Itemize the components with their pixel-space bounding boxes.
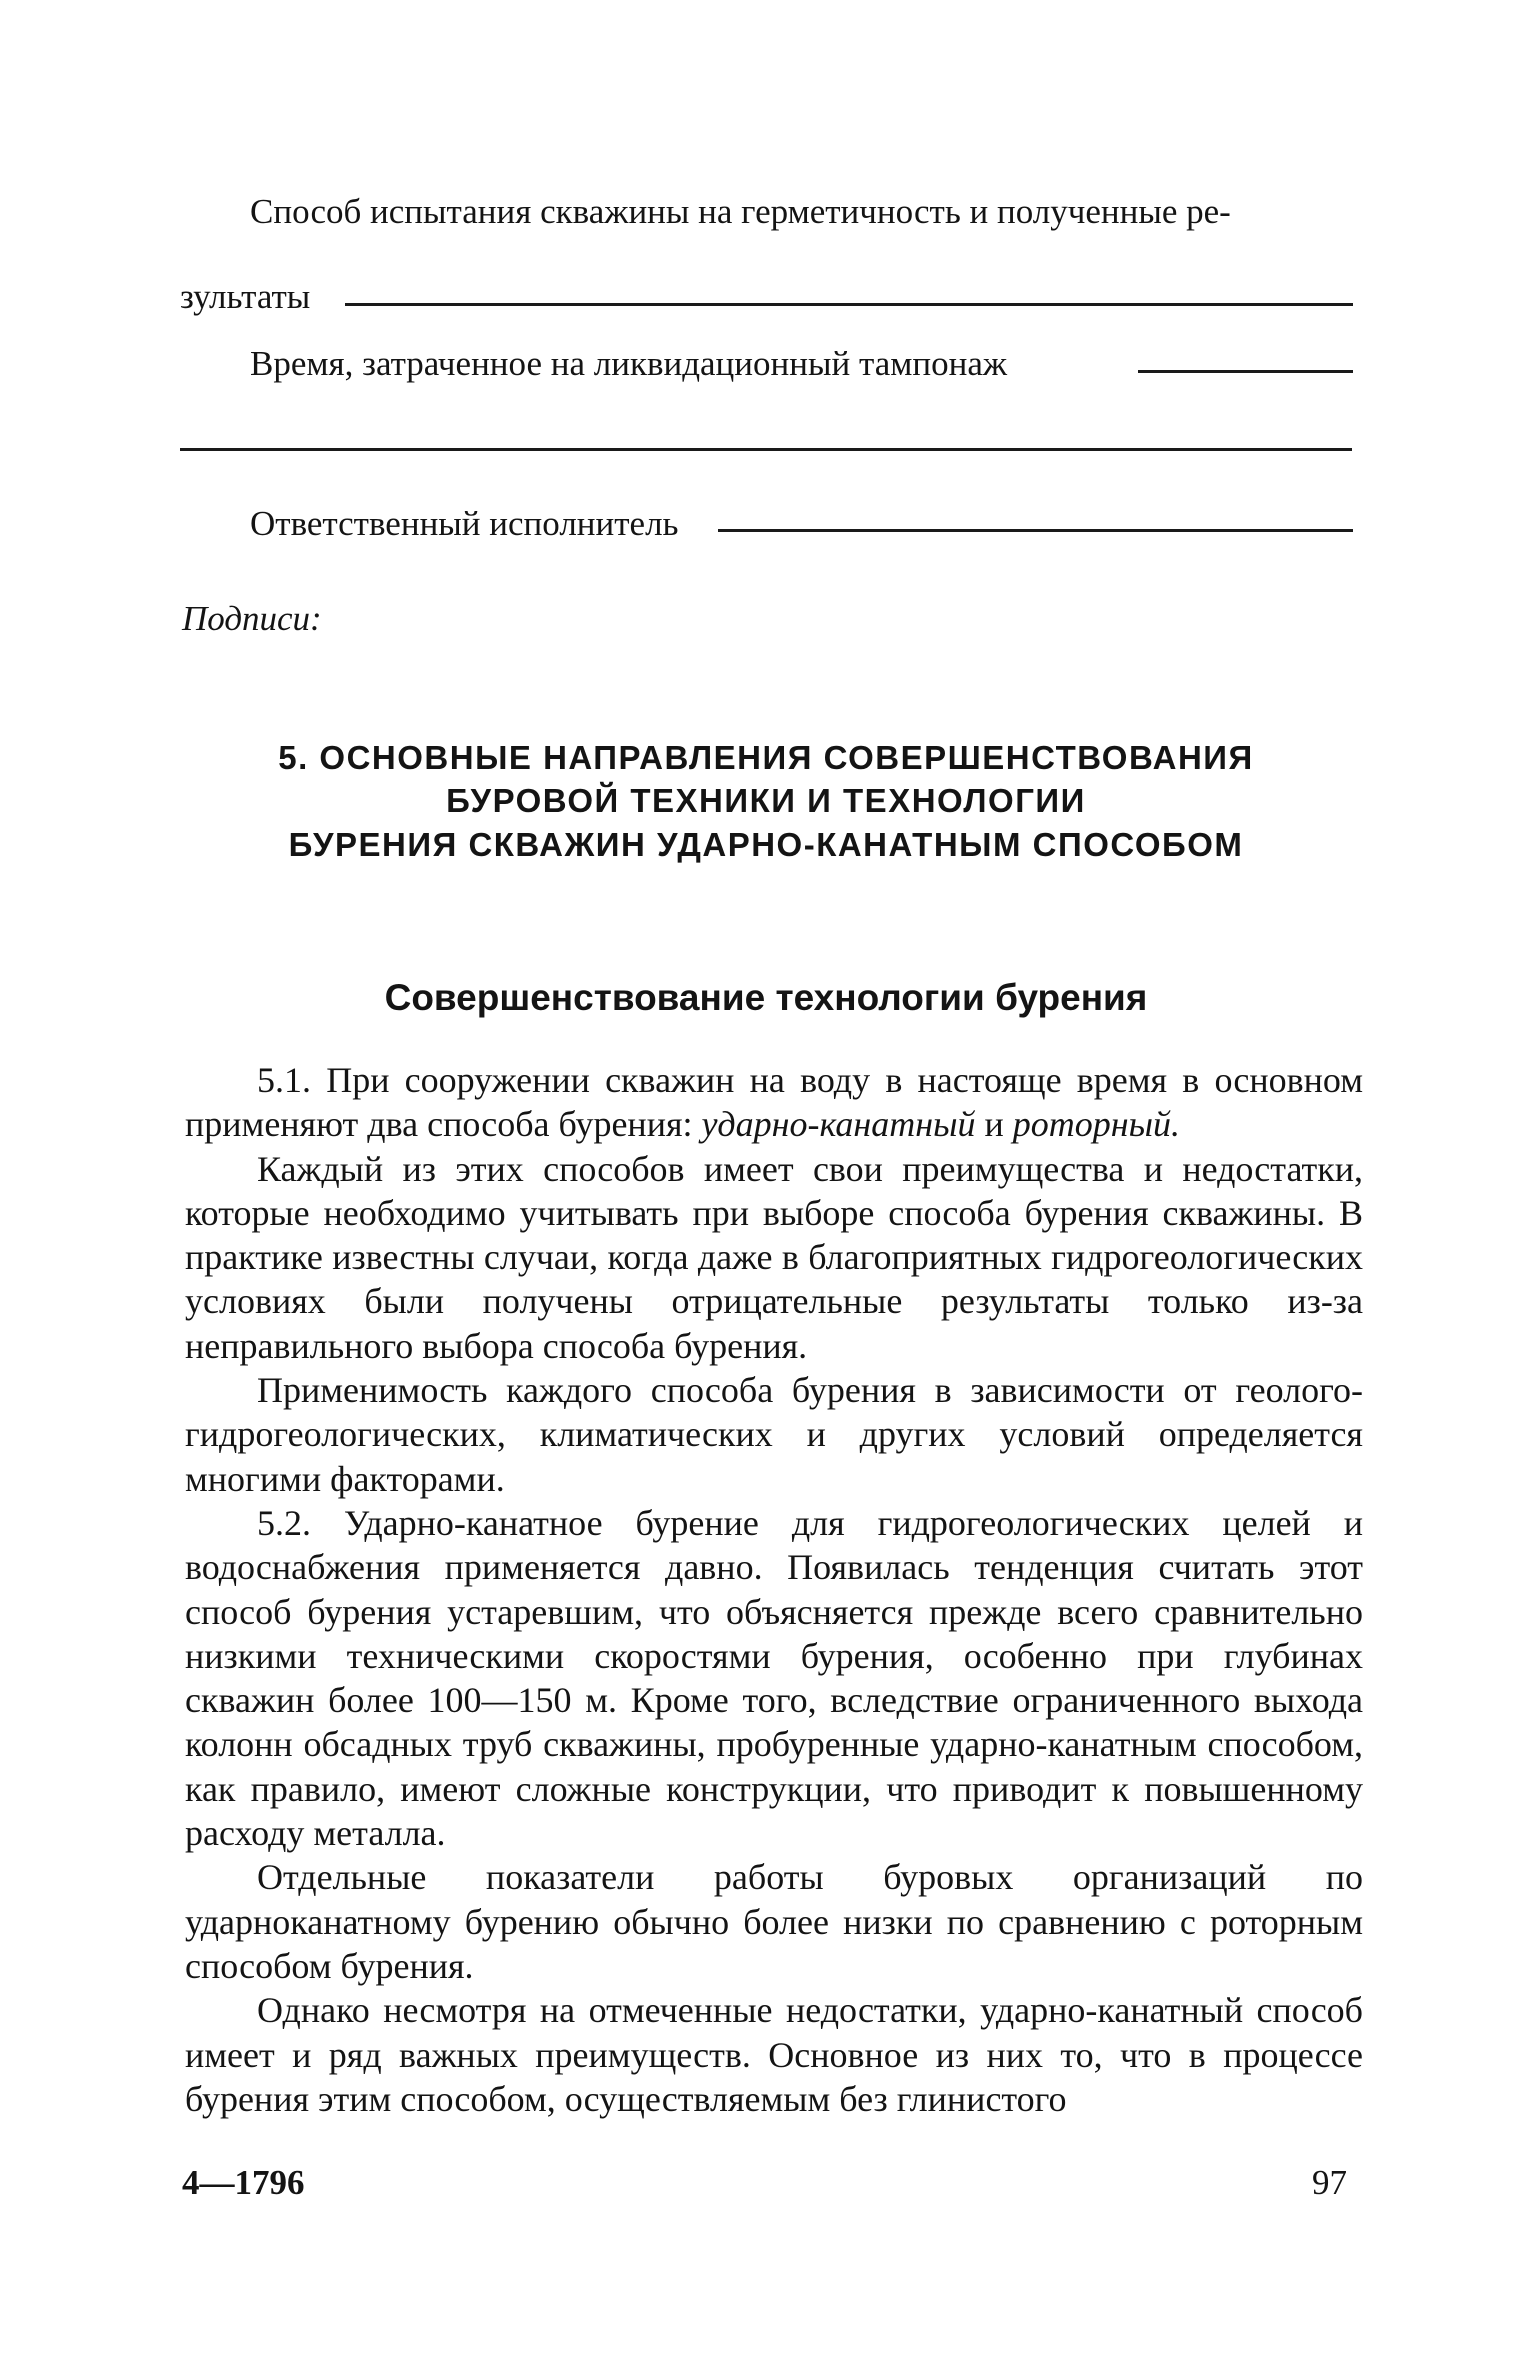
term-rotary: роторный. bbox=[1012, 1104, 1181, 1145]
term-impact-cable: ударно-канатный bbox=[701, 1104, 976, 1145]
form-separator-line bbox=[180, 448, 1352, 451]
responsible-fill-line bbox=[718, 529, 1353, 532]
body-text bbox=[185, 1058, 1363, 2121]
paragraph-however: Однако несмотря на отмеченные недостатки, ударно-канатный способ имеет и ряд важных преимуществ. Основное из них то, что в процессе бурения этим способом, осуществляемым без глинистого bbox=[185, 1990, 1363, 2119]
section-title-line-2: БУРОВОЙ ТЕХНИКИ И ТЕХНОЛОГИИ bbox=[446, 782, 1086, 819]
paragraph-5-1 bbox=[185, 1058, 1363, 1147]
page-number: 97 bbox=[1312, 2163, 1347, 2202]
paragraph-applicability: Применимость каждого способа бурения в зависимости от геолого-гидрогеологических, климатических и других условий определяется многими факторами. bbox=[185, 1370, 1363, 1499]
responsible-label: Ответственный исполнитель bbox=[250, 504, 679, 543]
time-spent-fill-line bbox=[1138, 370, 1353, 373]
paragraph-advantages: Каждый из этих способов имеет свои преимущества и недостатки, которые необходимо учитывать при выборе способа бурения скважины. В практике известны случаи, когда даже в благоприятных гидрогеологических условиях были получены отрицательные результаты только из-за неправильного выбора способа бурения. bbox=[185, 1148, 1363, 1366]
section-title-line-3: БУРЕНИЯ СКВАЖИН УДАРНО-КАНАТНЫМ СПОСОБОМ bbox=[288, 826, 1244, 863]
time-spent-label: Время, затраченное на ликвидационный тампонаж bbox=[250, 344, 1008, 383]
subsection-title: Совершенствование технологии бурения bbox=[384, 977, 1148, 1018]
paragraph-5-2: 5.2. Ударно-канатное бурение для гидрогеологических целей и водоснабжения применяется давно. Появилась тенденция считать этот способ бурения устаревшим, что объясняется прежде всего сравнительно низкими техническими скоростями бурения, особенно при глубинах скважин более 100—150 м. Кроме того, вследствие ограниченного выхода колонн обсадных труб скважины, пробуренные ударно-канатным способом, как правило, имеют сложные конструкции, что приводит к повышенному расходу металла. bbox=[185, 1502, 1363, 1854]
signature-mark: 4—1796 bbox=[182, 2163, 305, 2202]
test-method-label-continuation: зультаты bbox=[180, 277, 311, 316]
section-title-line-1: 5. ОСНОВНЫЕ НАПРАВЛЕНИЯ СОВЕРШЕНСТВОВАНИЯ bbox=[278, 739, 1254, 776]
paragraph-5-1-conjunction: и bbox=[975, 1104, 1013, 1145]
paragraph-indicators: Отдельные показатели работы буровых организаций по ударноканатному бурению обычно более низки по сравнению с роторным способом бурения. bbox=[185, 1857, 1363, 1986]
test-method-label: Способ испытания скважины на герметичность и полученные ре- bbox=[250, 192, 1231, 231]
paragraph-5-1-text: 5.1. При сооружении скважин на воду в настояще время в основном применяют два способа бурения: bbox=[185, 1060, 1363, 1145]
signatures-label: Подписи: bbox=[182, 599, 322, 638]
test-method-fill-line bbox=[345, 303, 1353, 306]
